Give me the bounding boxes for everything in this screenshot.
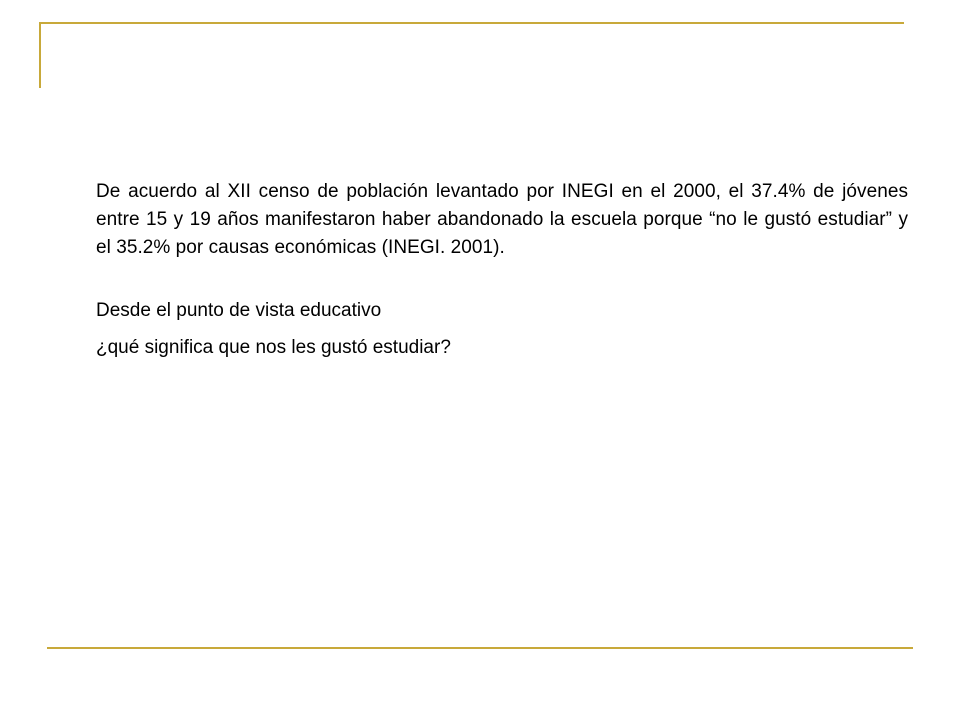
- question-line-2: ¿qué significa que nos les gustó estudiar?: [96, 337, 451, 358]
- question-line-1: Desde el punto de vista educativo: [96, 300, 382, 321]
- frame-left-line: [39, 22, 41, 88]
- census-paragraph: De acuerdo al XII censo de población levantado por INEGI en el 2000, el 37.4% de jóvenes entre 15 y 19 años manifestaron haber abandonado la escuela porque “no le gustó estudiar” y el 35.2% por causas económicas (INEGI. 2001).: [96, 181, 908, 258]
- frame-bottom-line: [47, 647, 913, 649]
- slide-content: [96, 178, 908, 366]
- question-block: [96, 292, 908, 366]
- frame-top-line: [39, 22, 904, 24]
